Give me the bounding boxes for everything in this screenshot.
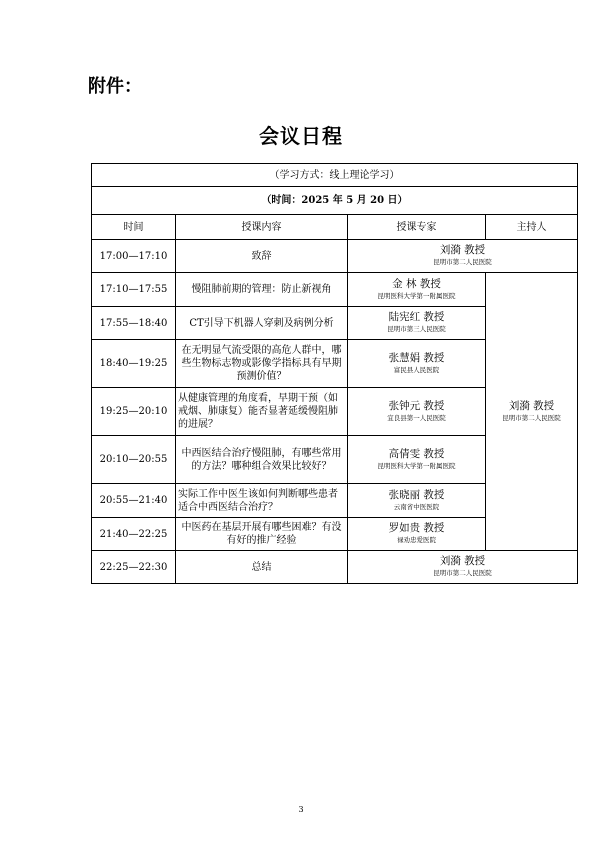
header-time: 时间	[92, 215, 176, 240]
header-row	[92, 215, 578, 240]
row-content: 致辞	[176, 240, 348, 273]
row-expert	[348, 518, 486, 551]
row-time: 20:55—21:40	[92, 484, 176, 518]
row-expert	[348, 240, 578, 273]
row-expert	[348, 484, 486, 518]
schedule-table	[91, 163, 578, 584]
row-content: 实际工作中医生该如何判断哪些患者适合中西医结合治疗？	[176, 484, 348, 518]
row-content: 从健康管理的角度看，早期干预（如戒烟、肺康复）能否显著延缓慢阻肺的进展？	[176, 388, 348, 436]
expert-name: 张钟元 教授	[388, 399, 445, 412]
expert-name: 张晓丽 教授	[388, 488, 445, 501]
table-row	[92, 551, 578, 584]
row-expert	[348, 273, 486, 307]
meeting-date: （时间：2025 年 5 月 20 日）	[92, 187, 578, 215]
expert-org: 昆明市第二人民医院	[433, 569, 492, 577]
attachment-label: 附件：	[88, 76, 142, 97]
row-time: 17:00—17:10	[92, 240, 176, 273]
expert-name: 高倩雯 教授	[388, 447, 445, 460]
expert-name: 刘漪 教授	[439, 555, 486, 567]
host-org: 昆明市第二人民医院	[502, 413, 561, 422]
row-content: 慢阻肺前期的管理：防止新视角	[176, 273, 348, 307]
page-title: 会议日程	[259, 124, 343, 148]
header-host: 主持人	[486, 215, 578, 240]
expert-org: 昆明市第二人民医院	[433, 258, 492, 266]
row-content: 在无明显气流受限的高危人群中，哪些生物标志物或影像学指标具有早期预测价值？	[176, 340, 348, 388]
expert-org: 禄劝忠爱医院	[397, 536, 436, 544]
row-content: 总结	[176, 551, 348, 584]
expert-name: 陆宪红 教授	[388, 311, 445, 323]
row-expert	[348, 340, 486, 388]
study-mode: （学习方式：线上理论学习）	[92, 164, 578, 187]
row-expert	[348, 551, 578, 584]
row-expert	[348, 307, 486, 340]
expert-name: 罗如贵 教授	[388, 522, 445, 534]
expert-org: 富民县人民医院	[393, 365, 440, 374]
row-time: 19:25—20:10	[92, 388, 176, 436]
expert-org: 宜良县第一人民医院	[387, 413, 446, 422]
expert-org: 昆明医科大学第一附属医院	[377, 291, 456, 300]
row-content: 中医药在基层开展有哪些困难？有没有好的推广经验	[176, 518, 348, 551]
expert-org: 昆明市第三人民医院	[387, 325, 446, 333]
row-expert	[348, 388, 486, 436]
row-content: CT引导下机器人穿刺及病例分析	[176, 307, 348, 340]
row-content: 中西医结合治疗慢阻肺，有哪些常用的方法？哪种组合效果比较好？	[176, 436, 348, 484]
expert-name: 张慧娟 教授	[388, 351, 445, 364]
row-time: 17:55—18:40	[92, 307, 176, 340]
expert-name: 金 林 教授	[392, 277, 441, 290]
row-expert	[348, 436, 486, 484]
row-time: 17:10—17:55	[92, 273, 176, 307]
date-row	[92, 187, 578, 215]
expert-org: 昆明医科大学第一附属医院	[377, 461, 456, 470]
header-expert: 授课专家	[348, 215, 486, 240]
row-time: 20:10—20:55	[92, 436, 176, 484]
row-time: 21:40—22:25	[92, 518, 176, 551]
table-row	[92, 240, 578, 273]
row-time: 22:25—22:30	[92, 551, 176, 584]
table-row	[92, 273, 578, 307]
expert-org: 云南省中医医院	[393, 502, 440, 511]
row-time: 18:40—19:25	[92, 340, 176, 388]
host-name: 刘漪 教授	[508, 399, 555, 412]
page-number: 3	[298, 805, 304, 814]
expert-name: 刘漪 教授	[439, 244, 486, 256]
host-cell	[486, 273, 578, 551]
header-content: 授课内容	[176, 215, 348, 240]
mode-row	[92, 164, 578, 187]
